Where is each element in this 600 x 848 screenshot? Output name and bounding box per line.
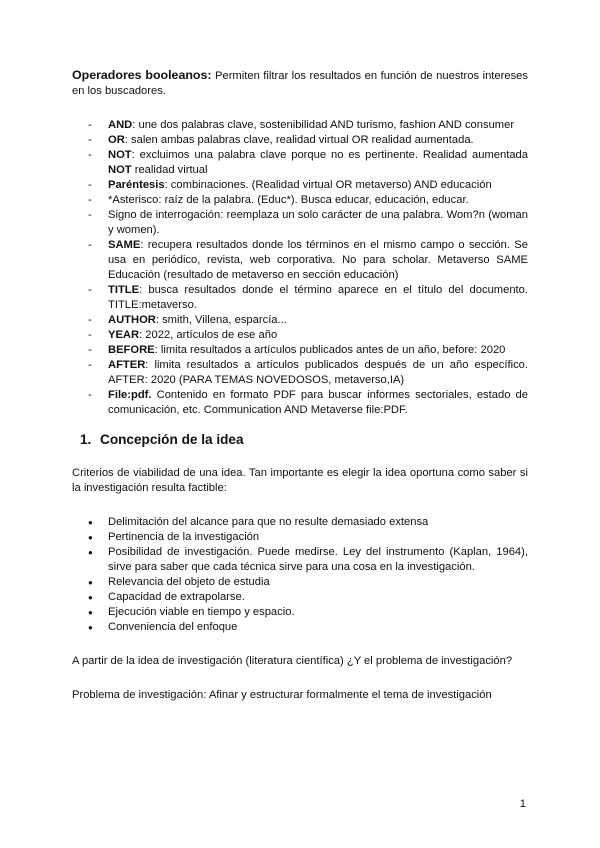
operator-text: Signo de interrogación: reemplaza un solo carácter de una palabra. Wom?n (woman y women). <box>108 209 528 236</box>
criteria-intro: Criterios de viabilidad de una idea. Tan importante es elegir la idea oportuna como saber si la investigación resulta factible: <box>72 467 528 494</box>
operator-term: AFTER <box>108 359 146 371</box>
operator-term: SAME <box>108 239 141 251</box>
operator-text: *Asterisco: raíz de la palabra. (Educ*). Busca educar, educación, educar. <box>108 194 469 206</box>
problem-paragraph: Problema de investigación: Afinar y estructurar formalmente el tema de investigación <box>72 689 492 701</box>
operator-text: : limita resultados a artículos publicados después de un año específico. AFTER: 2020 (PARA TEMAS NOVEDOSOS, metaverso,IA) <box>108 359 528 386</box>
list-item <box>72 193 528 208</box>
intro-text: Permiten filtrar los resultados en función de nuestros intereses en los buscadores. <box>72 70 528 97</box>
operator-term: TITLE <box>108 284 140 296</box>
list-item: ● Ejecución viable en tiempo y espacio. <box>72 605 528 620</box>
list-item <box>72 238 528 283</box>
operator-term: OR <box>108 134 125 146</box>
question-paragraph: A partir de la idea de investigación (literatura científica) ¿Y el problema de investigación? <box>72 655 513 667</box>
list-item: ● Posibilidad de investigación. Puede medirse. Ley del instrumento (Kaplan, 1964), sirve para saber que cada técnica sirve para una cosa en la investigación. <box>72 545 528 575</box>
document-body <box>72 68 528 722</box>
list-item: ● Pertinencia de la investigación <box>72 530 528 545</box>
intro-title: Operadores booleanos: <box>72 68 212 82</box>
criteria-list <box>72 515 528 635</box>
operator-text: : 2022, artículos de ese año <box>139 329 278 341</box>
list-item <box>72 283 528 313</box>
list-item: ● Conveniencia del enfoque <box>72 620 528 635</box>
list-item <box>72 313 528 328</box>
operator-text: : combinaciones. (Realidad virtual OR metaverso) AND educación <box>164 179 492 191</box>
section-title: Concepción de la idea <box>100 432 244 447</box>
list-item <box>72 388 528 418</box>
list-item <box>72 148 528 178</box>
page-number: 1 <box>519 798 526 810</box>
operator-term: NOT <box>108 149 132 161</box>
operator-text: : smith, Villena, esparcía... <box>155 314 287 326</box>
list-item <box>72 328 528 343</box>
list-item: ● Capacidad de extrapolarse. <box>72 590 528 605</box>
operator-term: BEFORE <box>108 344 155 356</box>
list-item <box>72 208 528 238</box>
operator-term: AND <box>108 119 133 131</box>
operator-text: : excluimos una palabra clave porque no es pertinente. Realidad aumentada <box>131 149 528 161</box>
operator-term: AUTHOR <box>108 314 156 326</box>
operator-text: : une dos palabras clave, sostenibilidad AND turismo, fashion AND consumer <box>132 119 515 131</box>
list-item <box>72 358 528 388</box>
operator-text: realidad virtual <box>131 164 208 176</box>
list-item <box>72 133 528 148</box>
list-item <box>72 343 528 358</box>
list-item <box>72 178 528 193</box>
operator-term: YEAR <box>108 329 140 341</box>
operator-text: : recupera resultados donde los términos en el mismo campo o sección. Se usa en periódico, revista, web corporativa. No para scholar. Metaverso SAME Educación (resultado de metaverso en sección educación) <box>108 239 528 281</box>
intro-paragraph <box>72 68 528 99</box>
section-heading <box>72 432 528 447</box>
operator-term: File:pdf. <box>108 389 152 401</box>
operators-list <box>72 118 528 418</box>
operator-term: Paréntesis <box>108 179 165 191</box>
operator-term: NOT <box>108 164 132 176</box>
section-number: 1. <box>80 432 92 447</box>
operator-text: : salen ambas palabras clave, realidad virtual OR realidad aumentada. <box>124 134 474 146</box>
list-item: ● Delimitación del alcance para que no resulte demasiado extensa <box>72 515 528 530</box>
operator-text: Contenido en formato PDF para buscar informes sectoriales, estado de comunicación, etc. Communication AND Metaverse file:PDF. <box>108 389 528 416</box>
operator-text: : limita resultados a artículos publicados antes de un año, before: 2020 <box>154 344 506 356</box>
list-item: ● Relevancia del objeto de estudia <box>72 575 528 590</box>
operator-text: : busca resultados donde el término aparece en el título del documento. TITLE:metaverso. <box>108 284 528 311</box>
list-item <box>72 118 528 133</box>
